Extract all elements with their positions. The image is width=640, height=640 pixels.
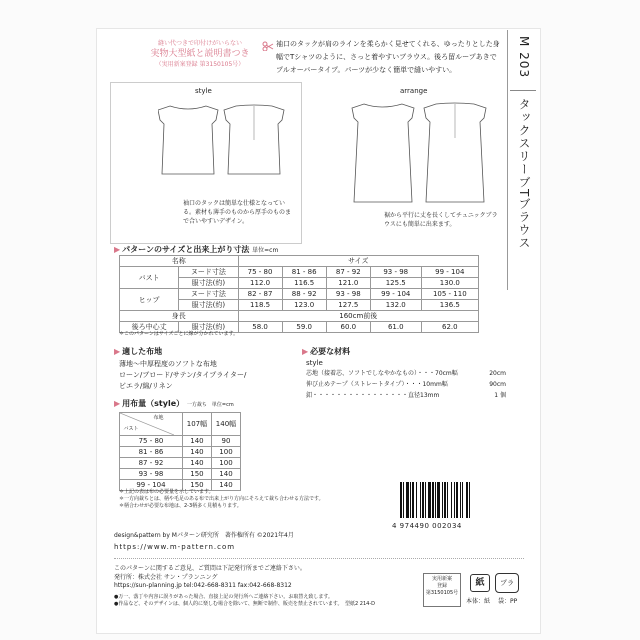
style-label: style (195, 87, 212, 95)
table-cell: 125.5 (370, 278, 421, 289)
table-cell: 100 (211, 447, 240, 458)
table-row (120, 469, 241, 480)
scissors-icon (262, 41, 274, 51)
arrange-note: 裾から平行に丈を長くしてチュニックブラウスにも簡単に出来ます。 (384, 212, 498, 228)
footer-line: ●万一、落丁や内容に誤りがあった場合、直接上記の発行所へご連絡下さい。お取替え致します。 (114, 593, 333, 600)
fabric-section-title: ▶ 適した布地 (114, 347, 163, 356)
barcode-bar (437, 482, 440, 518)
table-cell: 140 (211, 480, 240, 491)
barcode-bar (403, 482, 404, 518)
stamp-line: 実用新案 (431, 576, 452, 582)
size-title-text: パターンのサイズと出来上がり寸法 (122, 245, 250, 254)
table-cell: 59.0 (282, 322, 326, 333)
table-cell: 150 (182, 480, 211, 491)
row-label: 身長 (120, 311, 239, 322)
barcode-bar (444, 482, 446, 518)
paper-mark-text: 紙 (475, 578, 485, 588)
promo-line2: 実物大型紙と説明書つき (150, 49, 250, 59)
barcode-bar (442, 482, 443, 518)
row-sub: 服寸法(約) (179, 278, 238, 289)
barcode-number: 4 974490 002034 (392, 522, 462, 530)
col-header: 140幅 (211, 413, 240, 436)
row-label: バスト (120, 267, 179, 289)
row-sub: ヌード寸法 (179, 267, 238, 278)
barcode-bar (469, 482, 470, 518)
barcode-bar (410, 482, 411, 518)
table-row (120, 436, 241, 447)
table-cell: 140 (182, 447, 211, 458)
promo-line1: 縫い代つきで印付けがいらない (157, 40, 242, 47)
arrange-label: arrange (400, 87, 428, 95)
plastic-recycle-icon (495, 573, 519, 593)
fabric-text: 薄地〜中厚程度のソフトな布地 ローン/ブロード/サテン/タイプライター/ ビエラ/綿/リネン (119, 360, 247, 390)
product-side-strip (507, 30, 538, 290)
size-note: ＊このパターンはサイズごとに線が分かれています。 (119, 331, 239, 337)
note-line: ＊柄合わせが必要な布地は、2-3柄多く見積もります。 (119, 503, 242, 509)
table-cell: 93 - 98 (120, 469, 183, 480)
table-row (120, 267, 479, 278)
list-item (306, 392, 506, 403)
materials-list (306, 370, 506, 403)
table-cell: 99 - 104 (120, 480, 183, 491)
col-header: 107幅 (182, 413, 211, 436)
table-cell: 116.5 (282, 278, 326, 289)
table-cell: 90 (211, 436, 240, 447)
fabric-title-text: 適した布地 (122, 347, 163, 356)
table-cell: 60.0 (326, 322, 370, 333)
table-cell: 61.0 (370, 322, 421, 333)
row-sub: 服寸法(約) (179, 322, 238, 333)
material-qty: 90cm (489, 381, 506, 388)
publisher: 発行所：株式会社 サン・プランニング (114, 573, 218, 581)
row-label: ヒップ (120, 289, 179, 311)
table-cell: 100 (211, 458, 240, 469)
barcode-bar (435, 482, 436, 518)
row-label: 後ろ中心丈 (120, 322, 179, 333)
barcode-bar (420, 482, 421, 518)
barcode-bar (460, 482, 461, 518)
product-name: タックスリーブTブラウス (517, 98, 531, 250)
table-cell: 160cm前後 (238, 311, 479, 322)
footer-block (114, 565, 414, 608)
yardage-corner (120, 413, 183, 436)
table-cell: 132.0 (370, 300, 421, 311)
intro-text: 袖口のタックが肩のラインを柔らかく見せてくれる、ゆったりとした身幅でTシャツのように、さっと着やすいブラウス。後ろ留ループあきでプルオーバータイプ。パーツが少なく簡単で縫いやすい。 (276, 40, 500, 74)
note-line: ＊上記の表は布の必要量を示しています。 (119, 489, 214, 495)
size-head-size: サイズ (238, 256, 479, 267)
material-label: 本体：紙 (466, 598, 491, 605)
barcode-bar (416, 482, 417, 518)
barcode (398, 482, 498, 520)
promo-block (130, 40, 270, 69)
barcode-bar (454, 482, 455, 518)
yardage-notes (119, 489, 419, 510)
list-item (306, 370, 506, 381)
size-unit: 単位=cm (252, 247, 279, 254)
yardage-title-text: 用布量（style） (122, 399, 185, 408)
stamp-line: 登録 (436, 583, 447, 589)
table-cell: 150 (182, 469, 211, 480)
corner-bottom-label: バスト (123, 425, 139, 432)
row-sub: 服寸法(約) (179, 300, 238, 311)
barcode-bar (425, 482, 426, 518)
barcode-bar (400, 482, 402, 518)
row-sub: ヌード寸法 (179, 289, 238, 300)
paper-recycle-icon (470, 574, 490, 592)
size-section-title: ▶ パターンのサイズと出来上がり寸法 単位=cm (114, 245, 279, 254)
table-cell: 127.5 (326, 300, 370, 311)
table-cell: 136.5 (421, 300, 478, 311)
barcode-bar (422, 482, 424, 518)
barcode-bar (451, 482, 452, 518)
table-cell: 62.0 (421, 322, 478, 333)
table-cell: 75 - 80 (238, 267, 282, 278)
table-cell: 75 - 80 (120, 436, 183, 447)
promo-line3: （実用新案登録 第3150105号） (155, 61, 245, 68)
table-cell: 118.5 (238, 300, 282, 311)
table-cell: 112.0 (238, 278, 282, 289)
table-cell: 81 - 86 (282, 267, 326, 278)
arrange-tunic-drawing (350, 98, 500, 208)
website-url: https://www.m-pattern.com (114, 543, 236, 551)
note-line: ＊一方向裁ちとは、柄や毛足のある布で出来上がり方向にそろえて裁ち合わせる方法です。 (119, 496, 324, 502)
materials-sub: style (306, 359, 323, 367)
table-cell: 87 - 92 (326, 267, 370, 278)
table-cell: 140 (211, 469, 240, 480)
corner-top-label: 布地 (153, 414, 164, 421)
publisher-contact: https://sun-planning.jp tel:042-668-8311 fax:042-668-8312 (114, 582, 292, 589)
table-cell: 58.0 (238, 322, 282, 333)
material-qty: 1 個 (494, 392, 506, 399)
barcode-bar (412, 482, 414, 518)
yardage-section-title: ▶ 用布量（style） 一方裁ち 単位=cm (114, 399, 234, 408)
barcode-bar (456, 482, 458, 518)
material-name: 釦・・・・・・・・・・・・・・・・直径13mm (306, 392, 440, 399)
material-name: 芯地（接着芯、ソフトでしなやかなもの）・・・70cm幅 (306, 370, 458, 377)
table-cell: 87 - 92 (120, 458, 183, 469)
footer-divider (114, 558, 524, 559)
table-cell: 88 - 92 (282, 289, 326, 300)
credit-text: design&pattern by Mパターン研究所 著作権所有 ©2021年4月 (114, 532, 294, 539)
table-cell: 123.0 (282, 300, 326, 311)
table-cell: 140 (182, 436, 211, 447)
barcode-bar (432, 482, 434, 518)
table-cell: 140 (182, 458, 211, 469)
yardage-unit: 一方裁ち 単位=cm (186, 402, 234, 408)
table-cell: 93 - 98 (326, 289, 370, 300)
table-row (120, 458, 241, 469)
materials-title-text: 必要な材料 (310, 347, 351, 356)
material-label-2: 袋：PP (498, 598, 518, 605)
table-cell: 99 - 104 (370, 289, 421, 300)
barcode-bar (462, 482, 463, 518)
materials-section-title: ▶ 必要な材料 (302, 347, 351, 356)
style-blouse-drawing (158, 100, 288, 180)
yardage-table (119, 412, 241, 491)
table-cell: 121.0 (326, 278, 370, 289)
style-note: 袖口のタックは簡単な仕様となっている。素材も薄手のものから厚手のものまで合いやすいデザイン。 (183, 200, 292, 225)
barcode-bar (447, 482, 448, 518)
table-row (120, 447, 241, 458)
stamp-line: 第3150105号 (425, 590, 459, 596)
product-code: M 203 (517, 36, 531, 79)
table-cell: 130.0 (421, 278, 478, 289)
plastic-mark-text: プラ (500, 579, 514, 587)
size-head-name: 名称 (120, 256, 239, 267)
footer-line: ●作品など、そのデザインは、個人的に楽しむ場合を除いて、無断で制作、販売を禁止されています。 型紙2 214-D (114, 600, 375, 607)
table-cell: 82 - 87 (238, 289, 282, 300)
table-cell: 81 - 86 (120, 447, 183, 458)
list-item (306, 381, 506, 392)
barcode-bar (406, 482, 409, 518)
size-table (119, 255, 479, 333)
patent-stamp (423, 573, 461, 607)
table-cell: 105 - 110 (421, 289, 478, 300)
footer-line: このパターンに関するご意見、ご質問は下記発行所までご連絡下さい。 (114, 565, 306, 572)
table-cell: 99 - 104 (421, 267, 478, 278)
table-row (120, 311, 479, 322)
table-cell: 93 - 98 (370, 267, 421, 278)
barcode-bar (466, 482, 468, 518)
table-row (120, 289, 479, 300)
material-qty: 20cm (489, 370, 506, 377)
barcode-bar (428, 482, 431, 518)
material-name: 伸び止めテープ（ストレートタイプ）・・・10mm幅 (306, 381, 448, 388)
divider (510, 90, 536, 91)
